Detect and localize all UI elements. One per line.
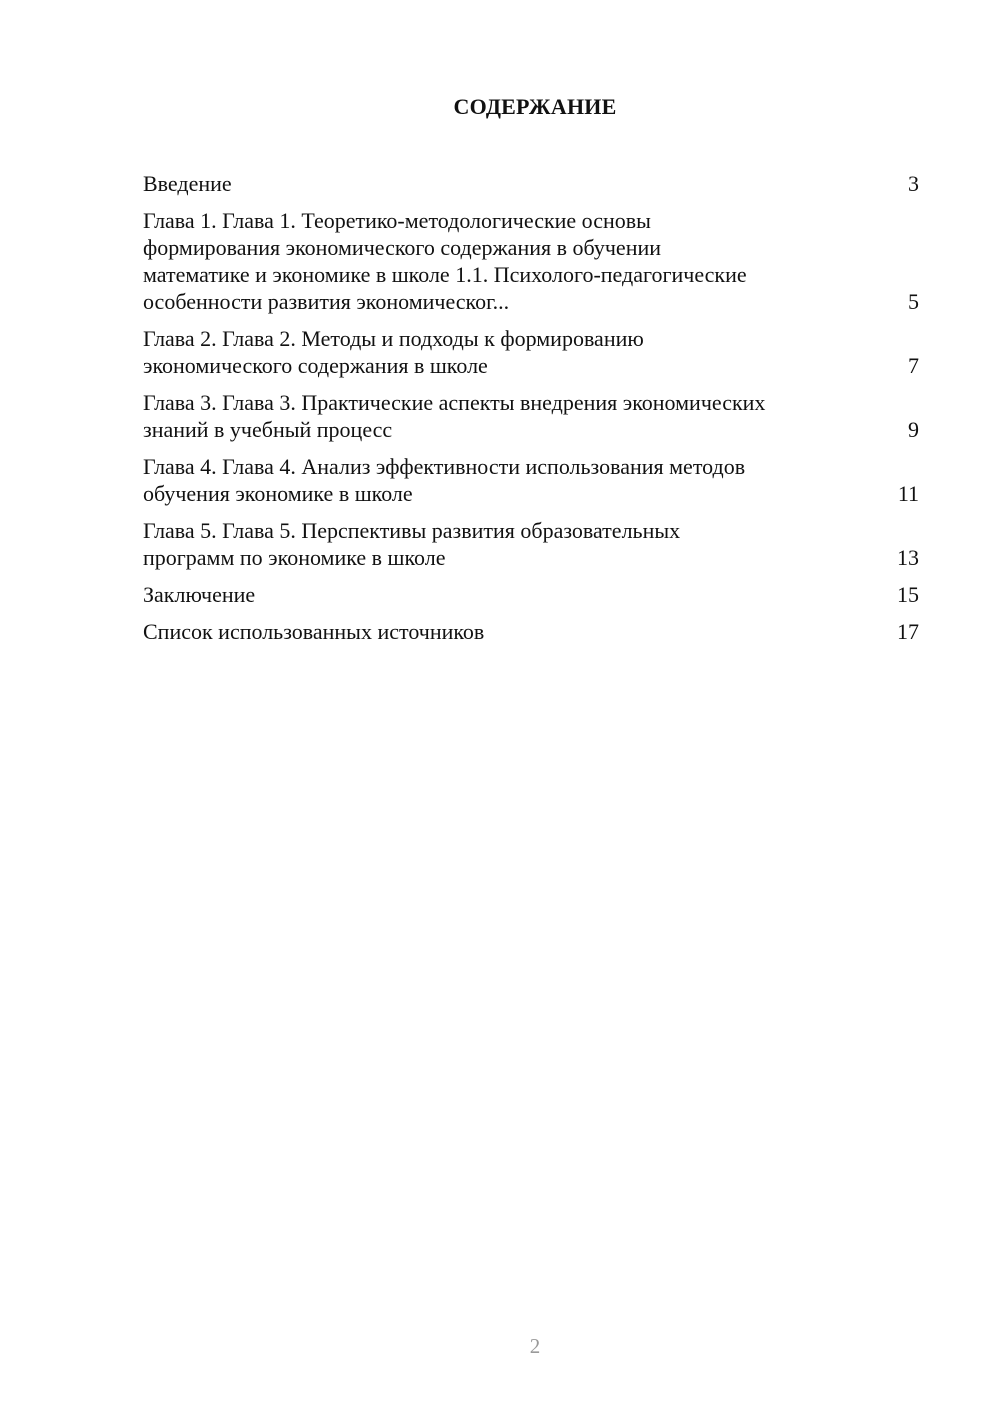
- toc-title: СОДЕРЖАНИЕ: [453, 94, 617, 119]
- toc-entry-chapter-2[interactable]: [143, 325, 919, 379]
- toc-entry-chapter-3[interactable]: [143, 389, 919, 443]
- toc-entry-text: Список использованных источников: [143, 619, 485, 644]
- toc-entry-page-number: 11: [897, 481, 919, 506]
- toc-entry-text: Введение: [143, 171, 232, 196]
- toc-entry-page-number: 17: [897, 619, 919, 644]
- toc-entry-text: Глава 1. Глава 1. Теоретико-методологические основы формирования экономического содержания в обучении математике и экономике в школе 1.1. Психолого-педагогические особенности развития экономическог...: [143, 208, 747, 314]
- toc-entry-page-number: 5: [908, 289, 919, 314]
- page-number: 2: [529, 1334, 541, 1358]
- toc-entry-text: Заключение: [143, 582, 256, 607]
- toc-entry-introduction[interactable]: [143, 170, 919, 197]
- toc-entry-page-number: 15: [897, 582, 919, 607]
- toc-entry-text: Глава 4. Глава 4. Анализ эффективности использования методов обучения экономике в школе: [143, 454, 746, 506]
- toc-entry-chapter-4[interactable]: [143, 453, 919, 507]
- toc-entry-page-number: 13: [897, 545, 919, 570]
- toc-entry-text: Глава 2. Глава 2. Методы и подходы к формированию экономического содержания в школе: [143, 326, 644, 378]
- toc-entry-page-number: 3: [908, 171, 919, 196]
- table-of-contents: [143, 170, 919, 655]
- toc-entry-chapter-5[interactable]: [143, 517, 919, 571]
- toc-entry-page-number: 7: [908, 353, 919, 378]
- toc-entry-conclusion[interactable]: [143, 581, 919, 608]
- toc-entry-text: Глава 5. Глава 5. Перспективы развития образовательных программ по экономике в школе: [143, 518, 681, 570]
- toc-entry-text: Глава 3. Глава 3. Практические аспекты внедрения экономических знаний в учебный процесс: [143, 390, 766, 442]
- toc-entry-page-number: 9: [908, 417, 919, 442]
- toc-entry-chapter-1[interactable]: [143, 207, 919, 315]
- toc-entry-references[interactable]: [143, 618, 919, 645]
